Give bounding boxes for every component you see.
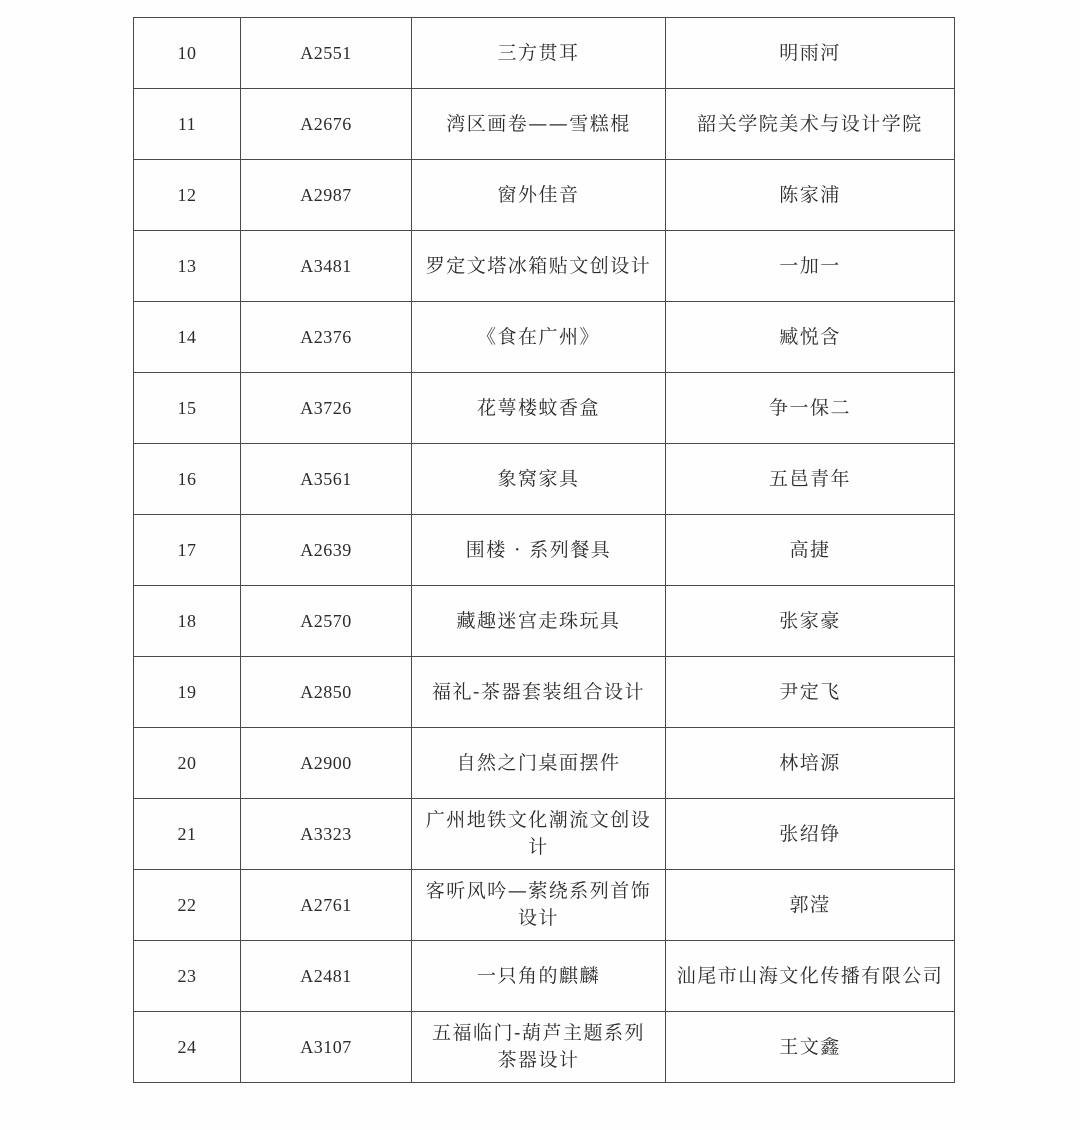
row-number-cell: 15 (134, 373, 241, 444)
work-title-cell: 自然之门桌面摆件 (412, 728, 666, 799)
entry-code-cell: A2639 (241, 515, 412, 586)
author-cell: 郭滢 (666, 870, 955, 941)
table-row (134, 799, 955, 870)
work-title-cell: 象窝家具 (412, 444, 666, 515)
work-title-cell: 湾区画卷——雪糕棍 (412, 89, 666, 160)
table-body (134, 18, 955, 1083)
author-cell: 尹定飞 (666, 657, 955, 728)
row-number-cell: 13 (134, 231, 241, 302)
entry-code-cell: A2481 (241, 941, 412, 1012)
row-number-cell: 16 (134, 444, 241, 515)
work-title-cell: 围楼 · 系列餐具 (412, 515, 666, 586)
work-title-cell: 福礼-茶器套装组合设计 (412, 657, 666, 728)
entry-code-cell: A3726 (241, 373, 412, 444)
table-row (134, 1012, 955, 1083)
table-row (134, 941, 955, 1012)
entry-code-cell: A2570 (241, 586, 412, 657)
table-row (134, 515, 955, 586)
entry-code-cell: A3107 (241, 1012, 412, 1083)
row-number-cell: 23 (134, 941, 241, 1012)
work-title-cell: 《食在广州》 (412, 302, 666, 373)
row-number-cell: 19 (134, 657, 241, 728)
work-title-cell: 藏趣迷宫走珠玩具 (412, 586, 666, 657)
entry-code-cell: A2850 (241, 657, 412, 728)
author-cell: 汕尾市山海文化传播有限公司 (666, 941, 955, 1012)
author-cell: 五邑青年 (666, 444, 955, 515)
table-row (134, 18, 955, 89)
row-number-cell: 18 (134, 586, 241, 657)
author-cell: 明雨河 (666, 18, 955, 89)
entry-code-cell: A2761 (241, 870, 412, 941)
work-title-cell: 广州地铁文化潮流文创设计 (412, 799, 666, 870)
row-number-cell: 11 (134, 89, 241, 160)
author-cell: 陈家浦 (666, 160, 955, 231)
author-cell: 臧悦含 (666, 302, 955, 373)
author-cell: 张家豪 (666, 586, 955, 657)
table-row (134, 160, 955, 231)
author-cell: 王文鑫 (666, 1012, 955, 1083)
row-number-cell: 10 (134, 18, 241, 89)
work-title-cell: 花萼楼蚊香盒 (412, 373, 666, 444)
author-cell: 一加一 (666, 231, 955, 302)
entry-code-cell: A2987 (241, 160, 412, 231)
author-cell: 高捷 (666, 515, 955, 586)
author-cell: 林培源 (666, 728, 955, 799)
entry-code-cell: A3323 (241, 799, 412, 870)
row-number-cell: 17 (134, 515, 241, 586)
work-title-cell: 客听风吟—萦绕系列首饰设计 (412, 870, 666, 941)
table-row (134, 231, 955, 302)
row-number-cell: 12 (134, 160, 241, 231)
row-number-cell: 20 (134, 728, 241, 799)
author-cell: 争一保二 (666, 373, 955, 444)
row-number-cell: 14 (134, 302, 241, 373)
entry-code-cell: A2676 (241, 89, 412, 160)
work-title-cell: 罗定文塔冰箱贴文创设计 (412, 231, 666, 302)
table-row (134, 728, 955, 799)
row-number-cell: 21 (134, 799, 241, 870)
row-number-cell: 24 (134, 1012, 241, 1083)
author-cell: 张绍铮 (666, 799, 955, 870)
table-row (134, 373, 955, 444)
work-title-cell: 一只角的麒麟 (412, 941, 666, 1012)
entry-code-cell: A2376 (241, 302, 412, 373)
author-cell: 韶关学院美术与设计学院 (666, 89, 955, 160)
table-row (134, 586, 955, 657)
award-list-table (133, 17, 955, 1083)
table-row (134, 870, 955, 941)
entry-code-cell: A2900 (241, 728, 412, 799)
row-number-cell: 22 (134, 870, 241, 941)
table-row (134, 444, 955, 515)
table-row (134, 89, 955, 160)
table-row (134, 302, 955, 373)
work-title-cell: 窗外佳音 (412, 160, 666, 231)
work-title-cell: 三方贯耳 (412, 18, 666, 89)
table-row (134, 657, 955, 728)
work-title-cell: 五福临门-葫芦主题系列茶器设计 (412, 1012, 666, 1083)
entry-code-cell: A3561 (241, 444, 412, 515)
entry-code-cell: A3481 (241, 231, 412, 302)
entry-code-cell: A2551 (241, 18, 412, 89)
